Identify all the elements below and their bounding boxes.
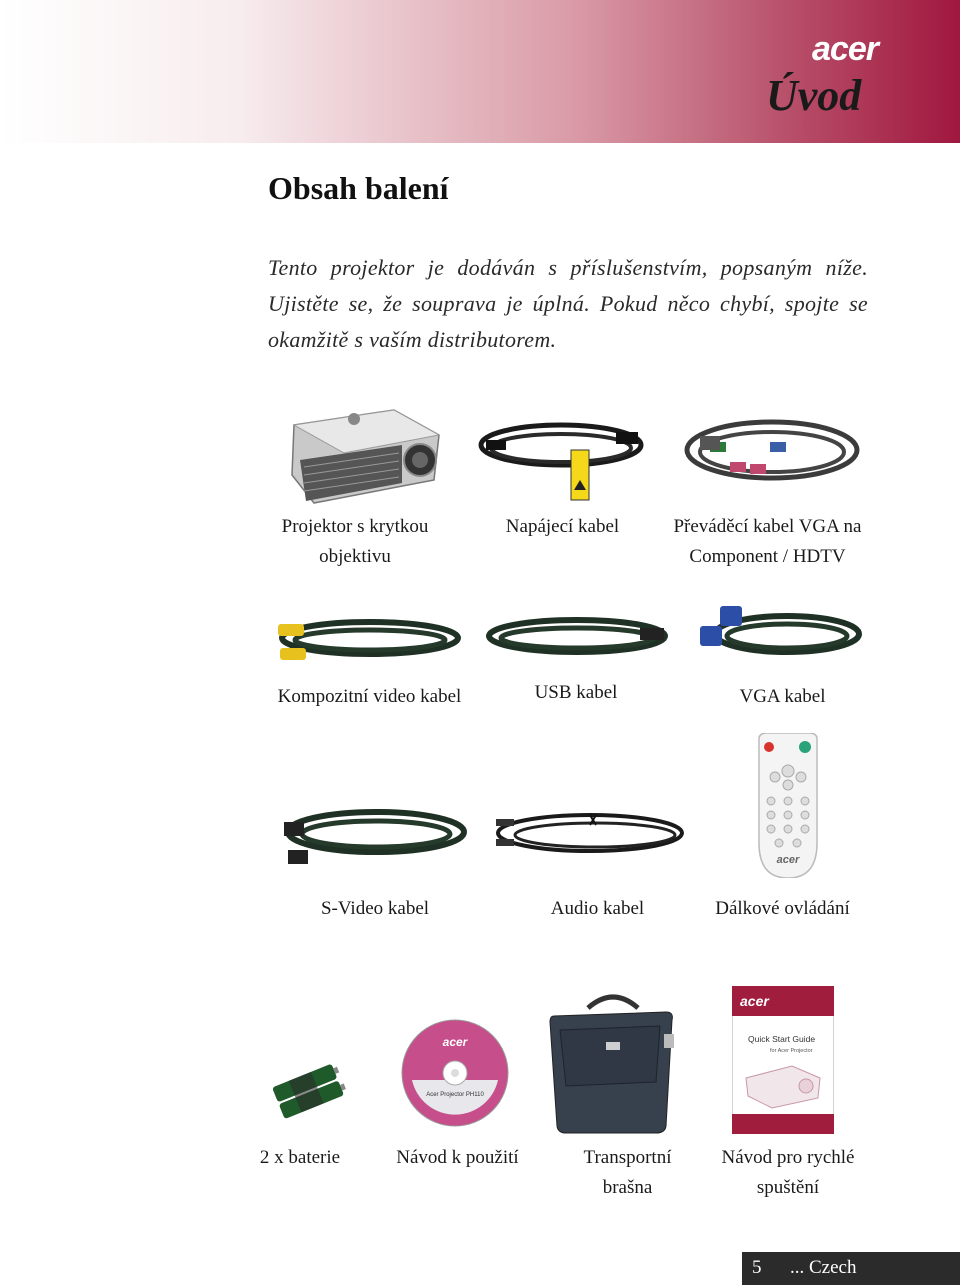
vga-component-caption-line2: Component / HDTV (689, 546, 846, 567)
bag-caption-line2: brašna (602, 1177, 653, 1198)
composite-cable-icon (270, 608, 465, 673)
audio-cable-icon (490, 805, 690, 865)
quick-guide-caption-line1: Návod pro rychlé (721, 1147, 855, 1168)
projector-caption (270, 512, 440, 572)
batteries-caption: 2 x baterie (259, 1147, 341, 1168)
intro-paragraph: Tento projektor je dodáván s příslušenstvím, popsaným níže. Ujistěte se, že souprava je úplná. Pokud něco chybí, spojte se okamžitě s vaším distributorem. (268, 255, 868, 352)
vga-component-caption (660, 512, 875, 572)
composite-cable-caption: Kompozitní video kabel (277, 686, 462, 707)
remote-brand: acer (776, 854, 800, 866)
guide-title: Quick Start Guide (748, 1034, 816, 1044)
guide-brand: acer (740, 993, 769, 1009)
batteries-icon (272, 1060, 347, 1122)
projector-icon (284, 405, 444, 505)
carry-bag-icon (548, 990, 678, 1135)
power-cable-caption: Napájecí kabel (505, 516, 620, 537)
power-cable-icon (476, 410, 651, 505)
cd-brand: acer (442, 1035, 468, 1049)
vga-component-cable-icon (680, 412, 865, 492)
quick-start-guide-icon (732, 986, 834, 1134)
remote-control-icon (755, 733, 821, 878)
cd-icon (400, 1018, 510, 1128)
guide-subtitle: for Acer Projector (770, 1048, 813, 1054)
remote-caption: Dálkové ovládání (715, 898, 850, 919)
bag-caption (560, 1143, 695, 1203)
quick-guide-caption (708, 1143, 868, 1203)
quick-guide-caption-line2: spuštění (756, 1177, 820, 1198)
vga-cable-icon (692, 602, 864, 664)
projector-caption-line2: objektivu (319, 546, 391, 567)
section-title: Úvod (766, 71, 862, 120)
svideo-cable-icon (276, 800, 471, 870)
usb-cable-caption: USB kabel (534, 682, 618, 703)
acer-logo: acer (812, 30, 878, 68)
manual-caption: Návod k použití (396, 1147, 519, 1168)
usb-cable-icon (482, 612, 672, 662)
vga-component-caption-line1: Převáděcí kabel VGA na (673, 516, 862, 537)
footer-language: ... Czech (790, 1257, 857, 1278)
vga-cable-caption: VGA kabel (739, 686, 826, 707)
svideo-cable-caption: S-Video kabel (320, 898, 430, 919)
projector-caption-line1: Projektor s krytkou (281, 516, 429, 537)
cd-title: Acer Projector PH110 (426, 1092, 484, 1098)
bag-caption-line1: Transportní (583, 1147, 672, 1168)
audio-cable-caption: Audio kabel (550, 898, 645, 919)
page-number: 5 (752, 1257, 762, 1278)
page-heading: Obsah balení (268, 170, 449, 206)
